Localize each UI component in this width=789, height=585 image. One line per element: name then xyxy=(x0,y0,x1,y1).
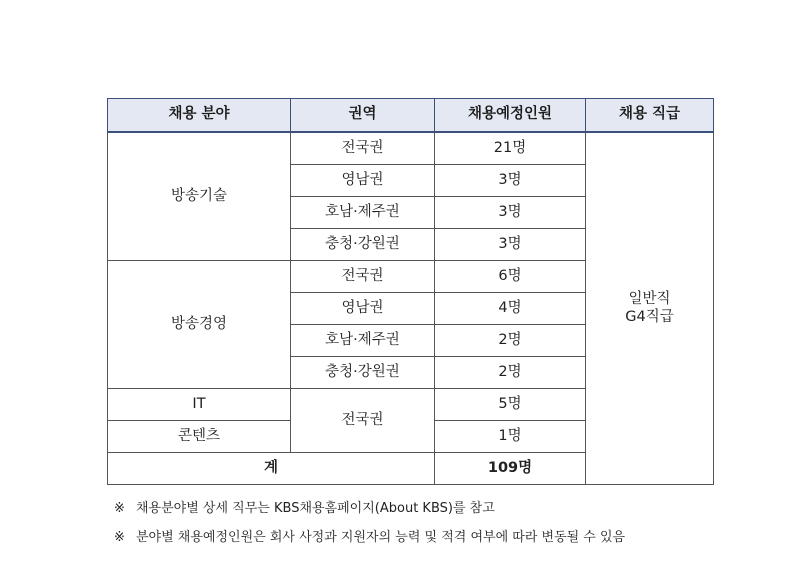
field-broadcast-tech: 방송기술 xyxy=(108,132,291,261)
count-cell: 1명 xyxy=(435,421,586,453)
header-planned-count: 채용예정인원 xyxy=(435,99,586,133)
region-cell-it-content: 전국권 xyxy=(291,389,435,453)
count-cell: 2명 xyxy=(435,357,586,389)
note-item xyxy=(114,499,625,528)
region-cell: 충청·강원권 xyxy=(291,229,435,261)
total-label: 계 xyxy=(108,453,435,485)
region-cell: 호남·제주권 xyxy=(291,325,435,357)
note-item xyxy=(114,528,625,557)
region-cell: 호남·제주권 xyxy=(291,197,435,229)
region-cell: 영남권 xyxy=(291,165,435,197)
header-field: 채용 분야 xyxy=(108,99,291,133)
count-cell: 6명 xyxy=(435,261,586,293)
count-cell: 21명 xyxy=(435,132,586,165)
table-row xyxy=(108,132,714,165)
grade-cell xyxy=(586,132,714,485)
count-cell: 3명 xyxy=(435,165,586,197)
region-cell: 충청·강원권 xyxy=(291,357,435,389)
reference-mark-icon: ※ xyxy=(114,501,125,516)
field-broadcast-mgmt: 방송경영 xyxy=(108,261,291,389)
grade-line-1: 일반직 xyxy=(628,291,671,308)
header-row xyxy=(108,99,714,133)
recruitment-table xyxy=(107,98,714,485)
note-text: 분야별 채용예정인원은 회사 사정과 지원자의 능력 및 적격 여부에 따라 변동될 수 있음 xyxy=(136,530,626,545)
reference-mark-icon: ※ xyxy=(114,530,125,545)
notes xyxy=(114,499,625,557)
count-cell: 3명 xyxy=(435,229,586,261)
grade-line-2: G4직급 xyxy=(625,308,674,325)
field-it: IT xyxy=(108,389,291,421)
header-grade: 채용 직급 xyxy=(586,99,714,133)
field-content: 콘텐츠 xyxy=(108,421,291,453)
count-cell: 2명 xyxy=(435,325,586,357)
region-cell: 전국권 xyxy=(291,261,435,293)
note-text: 채용분야별 상세 직무는 KBS채용홈페이지(About KBS)를 참고 xyxy=(136,501,495,516)
count-cell: 5명 xyxy=(435,389,586,421)
region-cell: 전국권 xyxy=(291,132,435,165)
region-cell: 영남권 xyxy=(291,293,435,325)
count-cell: 3명 xyxy=(435,197,586,229)
total-count: 109명 xyxy=(435,453,586,485)
count-cell: 4명 xyxy=(435,293,586,325)
header-region: 권역 xyxy=(291,99,435,133)
